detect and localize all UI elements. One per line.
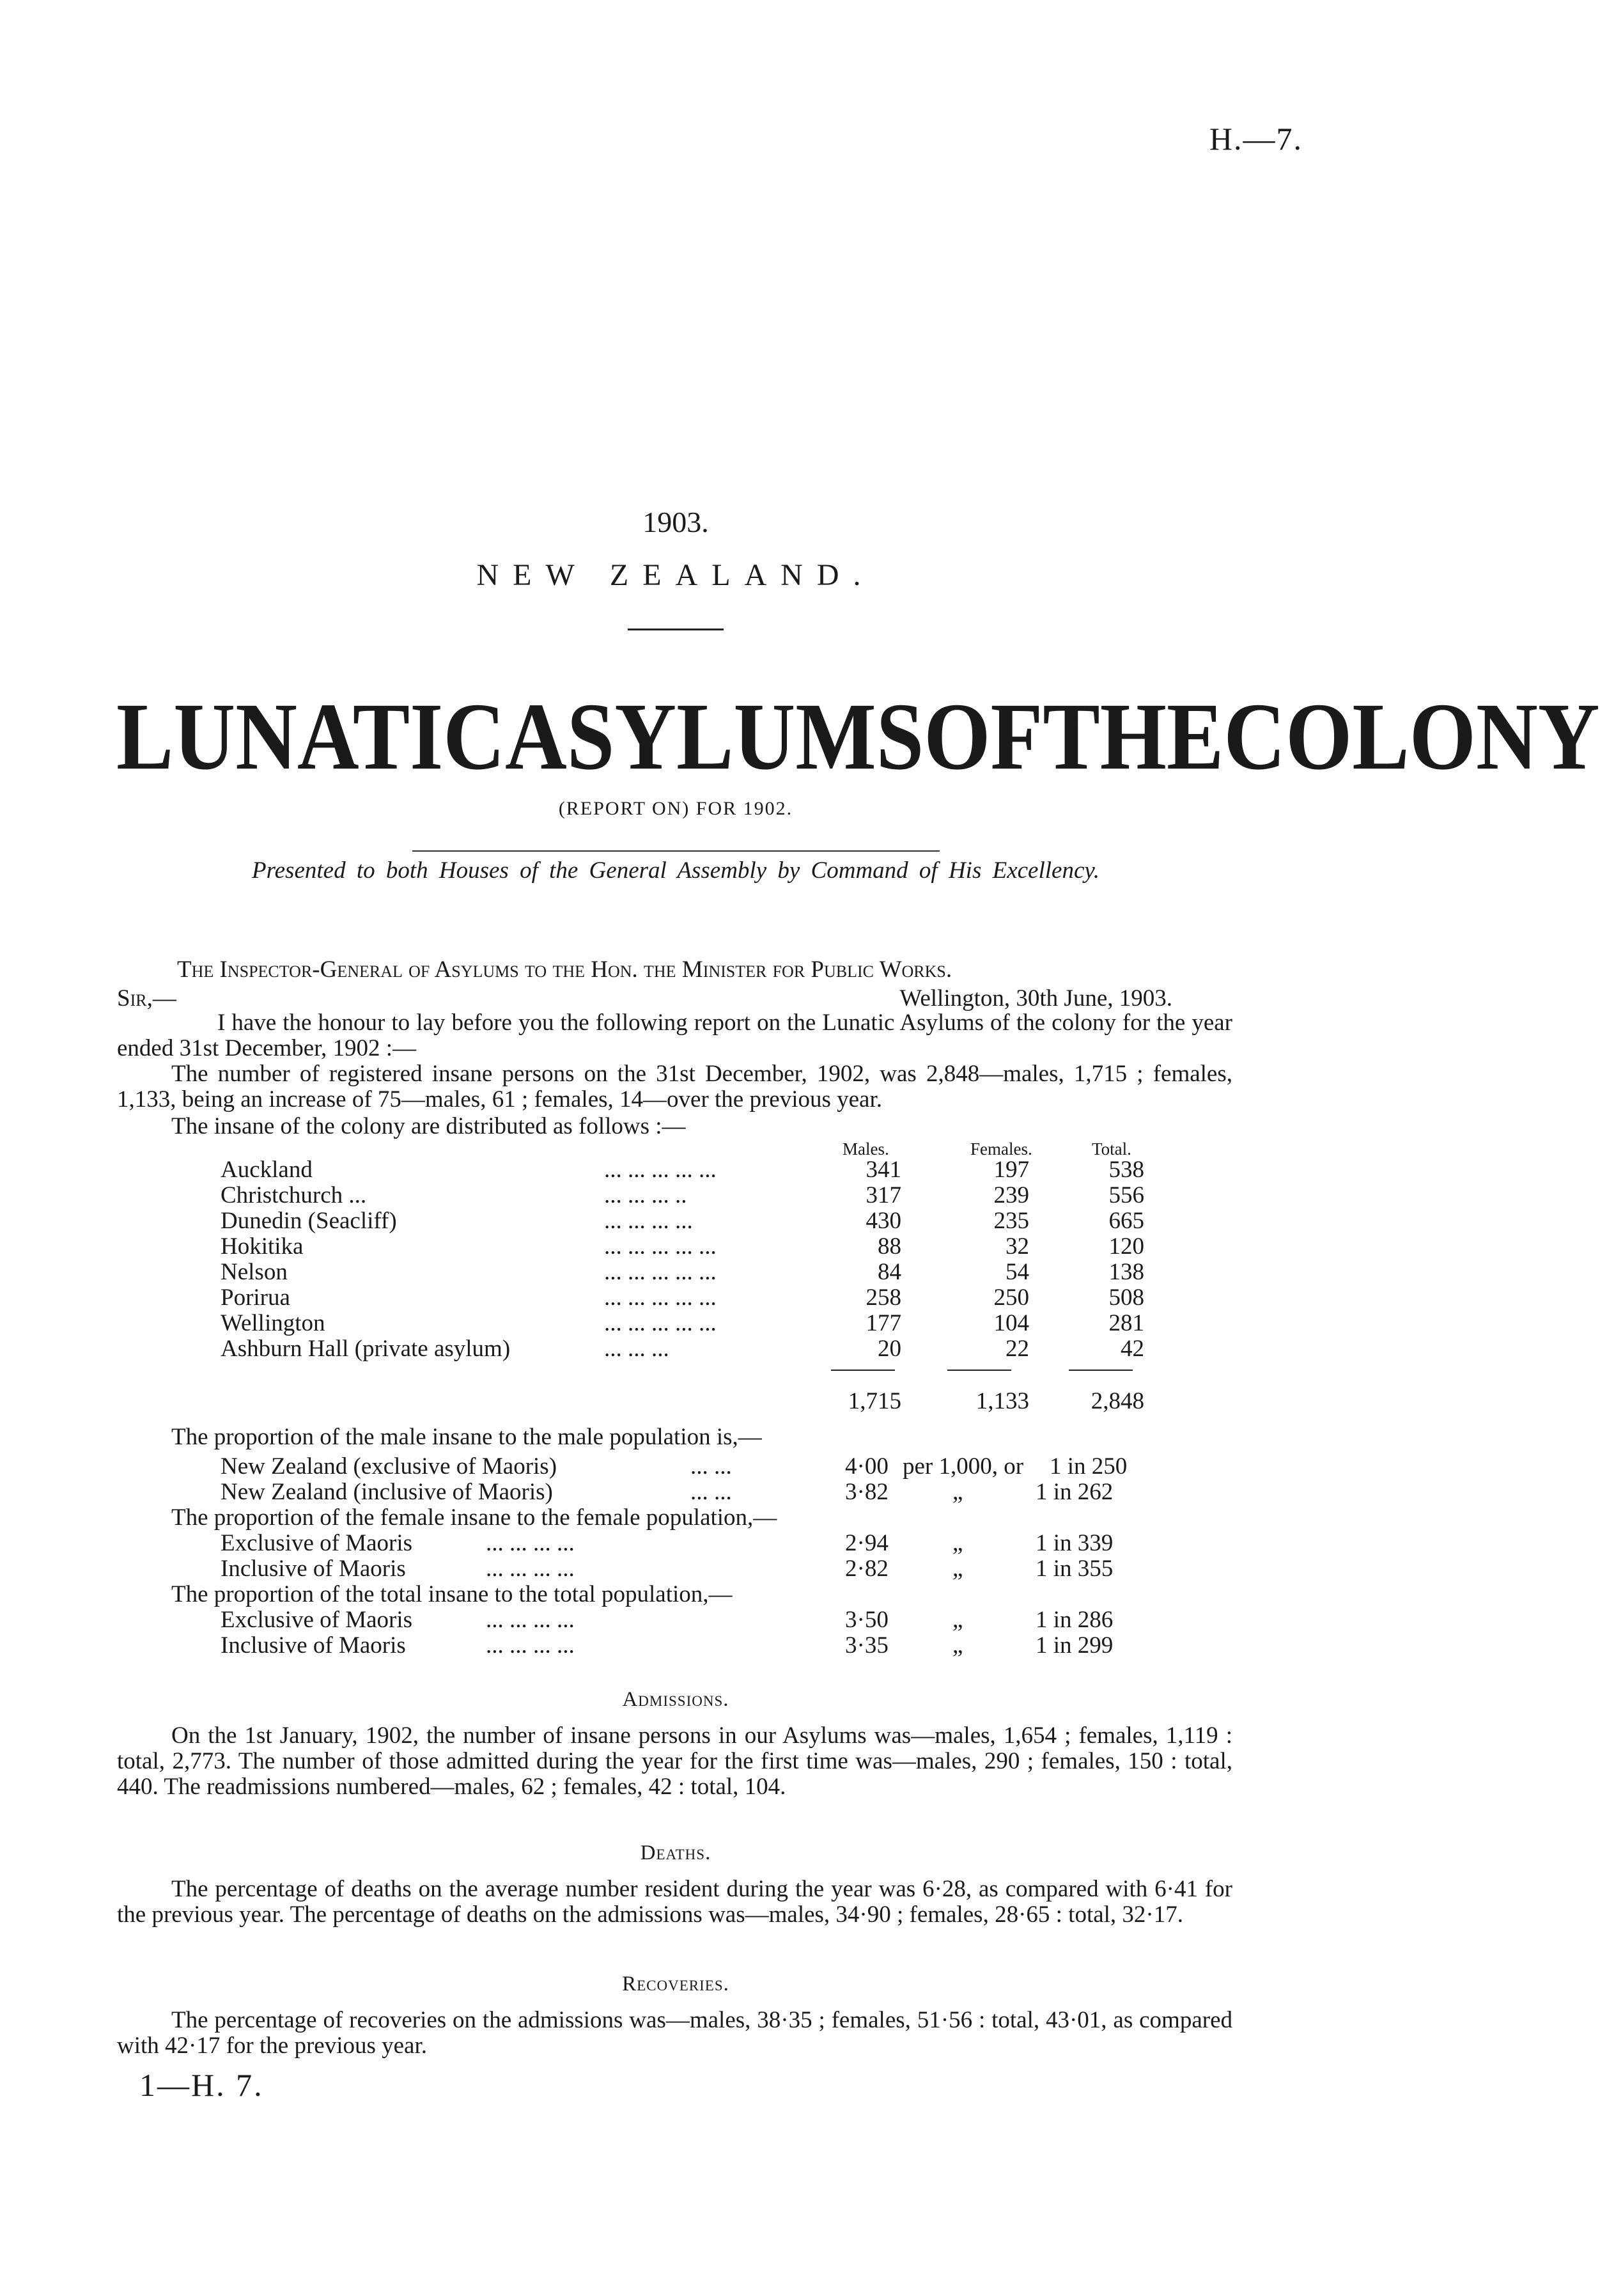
asylum-name: Ashburn Hall (private asylum) [221, 1336, 511, 1362]
dot-leader: ... ... ... ... [486, 1530, 575, 1556]
females-value: 250 [993, 1285, 1029, 1311]
proportion-one-in: 1 in 286 [1036, 1607, 1114, 1633]
males-value: 177 [866, 1310, 901, 1336]
distribution-table [221, 1157, 1144, 1362]
registered-paragraph: The number of registered insane persons on the 31st December, 1902, was 2,848—males, 1,715 ; females, 1,133, being an increase of 75—males, 61 ; females, 14—over the previous year. [117, 1061, 1232, 1113]
asylum-name: Christchurch ... [221, 1182, 367, 1208]
letter-intro: I have the honour to lay before you the following report on the Lunatic Asylums of the colony for the year ended 31st December, 1902 :— [117, 1010, 1232, 1061]
proportion-one-in: 1 in 339 [1036, 1530, 1114, 1556]
title-divider [628, 629, 724, 630]
grand-total: 2,848 [1091, 1388, 1144, 1414]
table-row [221, 1183, 1144, 1208]
asylum-name: Porirua [221, 1285, 290, 1311]
dot-leader: ... ... ... ... [486, 1556, 575, 1582]
males-value: 258 [866, 1285, 901, 1311]
asylum-name: Dunedin (Seacliff) [221, 1208, 397, 1234]
dot-leader: ... ... ... ... ... [604, 1233, 717, 1260]
letter-date: Wellington, 30th June, 1903. [899, 985, 1172, 1011]
col-header-males: Males. [843, 1139, 889, 1159]
proportion-one-in: 1 in 355 [1036, 1556, 1114, 1582]
proportion-one-in: 1 in 299 [1036, 1632, 1114, 1659]
males-total: 1,715 [848, 1388, 901, 1414]
asylum-name: Nelson [221, 1259, 288, 1285]
total-value: 508 [1108, 1285, 1144, 1311]
asylum-name: Hokitika [221, 1233, 304, 1260]
proportion-rate: 4·00 [845, 1453, 889, 1480]
females-value: 197 [993, 1157, 1029, 1183]
total-total-rule [1069, 1370, 1133, 1371]
deaths-heading: Deaths. [640, 1841, 711, 1864]
male-proportion-intro: The proportion of the male insane to the male population is,— [171, 1424, 762, 1450]
main-title [116, 683, 1600, 790]
asylum-name: Wellington [221, 1310, 325, 1336]
females-value: 104 [993, 1310, 1029, 1336]
females-value: 32 [1006, 1233, 1029, 1260]
country-heading: NEW ZEALAND. [476, 558, 875, 592]
proportion-label: Exclusive of Maoris [221, 1530, 413, 1556]
proportion-unit: „ [952, 1556, 963, 1582]
total-value: 556 [1108, 1182, 1144, 1208]
admissions-heading: Admissions. [622, 1688, 729, 1711]
proportion-label: Inclusive of Maoris [221, 1556, 406, 1582]
proportion-label: Inclusive of Maoris [221, 1632, 406, 1659]
proportion-unit: per 1,000, or [903, 1453, 1024, 1480]
total-proportion-intro: The proportion of the total insane to the total population,— [171, 1581, 733, 1607]
distribution-intro: The insane of the colony are distributed as follows :— [171, 1113, 686, 1139]
total-value: 138 [1108, 1259, 1144, 1285]
males-value: 20 [878, 1336, 901, 1362]
deaths-paragraph: The percentage of deaths on the average number resident during the year was 6·28, as compared with 6·41 for the previous year. The percentage of deaths on the admissions was—males, 34·90 ; females, 28·65 : total, 32·17. [117, 1876, 1232, 1928]
females-total-rule [947, 1370, 1011, 1371]
males-total-rule [831, 1370, 895, 1371]
proportion-unit: „ [952, 1530, 963, 1556]
asylum-name: Auckland [221, 1157, 313, 1183]
admissions-paragraph: On the 1st January, 1902, the number of insane persons in our Asylums was—males, 1,654 ; females, 1,119 : total, 2,773. The number of those admitted during the year for the first time was—males, 290 ; females, 150 : total, 440. The readmissions numbered—males, 62 ; females, 42 : total, 104. [117, 1722, 1232, 1800]
females-total: 1,133 [975, 1388, 1029, 1414]
dot-leader: ... ... ... ... [604, 1208, 693, 1234]
col-header-females: Females. [970, 1139, 1032, 1159]
total-value: 538 [1108, 1157, 1144, 1183]
proportion-rate: 3·82 [845, 1479, 889, 1505]
recoveries-heading: Recoveries. [622, 1972, 729, 1995]
females-value: 22 [1006, 1336, 1029, 1362]
males-value: 84 [878, 1259, 901, 1285]
proportion-label: New Zealand (inclusive of Maoris) [221, 1479, 553, 1505]
females-value: 54 [1006, 1259, 1029, 1285]
proportion-label: Exclusive of Maoris [221, 1607, 413, 1633]
females-value: 239 [993, 1182, 1029, 1208]
footer-reference: 1—H. 7. [139, 2067, 264, 2103]
total-value: 665 [1108, 1208, 1144, 1234]
report-year: 1903. [642, 506, 709, 538]
proportion-one-in: 1 in 250 [1050, 1453, 1128, 1480]
table-row [221, 1285, 1144, 1311]
col-header-total: Total. [1092, 1139, 1131, 1159]
dot-leader: ... ... ... ... ... [604, 1310, 717, 1336]
dot-leader: ... ... ... ... ... [604, 1285, 717, 1311]
page-reference: H.—7. [1209, 121, 1303, 157]
letter-addressee: The Inspector-General of Asylums to the Hon. the Minister for Public Works. [177, 957, 952, 983]
title-word: ASYLUMS [505, 683, 924, 790]
proportion-rate: 2·94 [845, 1530, 889, 1556]
proportion-unit: „ [952, 1479, 963, 1505]
table-row [221, 1157, 1144, 1183]
table-row [221, 1260, 1144, 1285]
letter-salutation: Sir,— [117, 985, 176, 1011]
dot-leader: ... ... ... .. [604, 1182, 687, 1208]
table-row [221, 1234, 1144, 1260]
females-value: 235 [993, 1208, 1029, 1234]
dot-leader: ... ... [690, 1453, 732, 1480]
table-row [221, 1208, 1144, 1234]
dot-leader: ... ... ... ... [486, 1607, 575, 1633]
table-row [221, 1311, 1144, 1336]
proportion-label: New Zealand (exclusive of Maoris) [221, 1453, 557, 1480]
proportion-unit: „ [952, 1632, 963, 1659]
proportion-rate: 2·82 [845, 1556, 889, 1582]
female-proportion-intro: The proportion of the female insane to the female population,— [171, 1504, 777, 1531]
recoveries-paragraph: The percentage of recoveries on the admissions was—males, 38·35 ; females, 51·56 : total, 43·01, as compared with 42·17 for the previous year. [117, 2007, 1232, 2059]
dot-leader: ... ... ... ... ... [604, 1259, 717, 1285]
dot-leader: ... ... ... ... [486, 1632, 575, 1659]
males-value: 88 [878, 1233, 901, 1260]
dot-leader: ... ... ... ... ... [604, 1157, 717, 1183]
dot-leader: ... ... ... [604, 1336, 669, 1362]
presented-divider [412, 850, 940, 852]
proportion-unit: „ [952, 1607, 963, 1633]
proportion-one-in: 1 in 262 [1036, 1479, 1114, 1505]
proportion-rate: 3·35 [845, 1632, 889, 1659]
proportion-rate: 3·50 [845, 1607, 889, 1633]
dot-leader: ... ... [690, 1479, 732, 1505]
males-value: 317 [866, 1182, 901, 1208]
males-value: 430 [866, 1208, 901, 1234]
title-word: THE [1043, 683, 1224, 790]
title-word: COLONY [1223, 683, 1600, 790]
males-value: 341 [866, 1157, 901, 1183]
title-word: LUNATIC [116, 683, 506, 790]
report-subtitle: (REPORT ON) FOR 1902. [558, 798, 793, 819]
total-value: 42 [1121, 1336, 1144, 1362]
total-value: 120 [1108, 1233, 1144, 1260]
total-value: 281 [1108, 1310, 1144, 1336]
presented-line: Presented to both Houses of the General Assembly by Command of His Excellency. [252, 857, 1099, 884]
title-word: OF [924, 683, 1043, 790]
table-row [221, 1336, 1144, 1362]
